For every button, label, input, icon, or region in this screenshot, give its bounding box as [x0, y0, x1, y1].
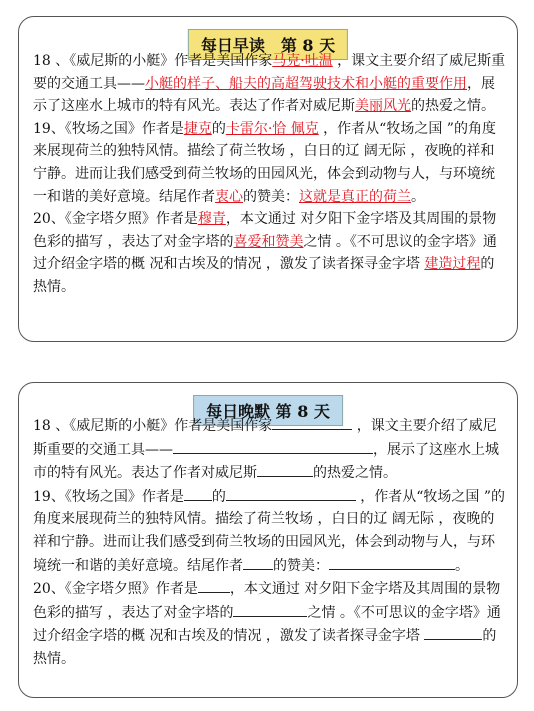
text: 20、《金字塔夕照》作者是 [33, 581, 198, 598]
text: ，展示了这座水上城市的特有风光。表达了作者对威尼斯 [33, 75, 495, 115]
answer-desire: 建造过程 [424, 256, 481, 273]
evening-dictation-title: 每日晚默 第 8 天 [193, 395, 343, 426]
morning-reading-content [33, 50, 507, 299]
answer-praise: 这就是真正的荷兰 [299, 188, 411, 205]
answer-country: 捷克 [183, 120, 212, 137]
evening-dictation-card [18, 382, 518, 698]
text: 的赞美： [243, 188, 299, 205]
blank-detail[interactable] [173, 438, 373, 454]
text: ，本文通过 对夕阳下金字塔及其周围的景物色彩的描写 ，表达了对金字塔的 [33, 581, 501, 621]
text: ，作者从“牧场之国 ”的角度来展现荷兰的独特风情。描绘了荷兰牧场 ，白日的辽 阔无际 ，夜晚的祥和宁静。进而让我们感受到荷兰牧场的田园风光，体会到动物与人，与环境统一和谐的美好意境。结尾作者 [33, 120, 496, 205]
text: ，课文主要介绍了威尼斯重要的交通工具—— [33, 53, 506, 92]
answer-detail: 小艇的样子、船夫的高超驾驶技术和小艇的重要作用 [145, 75, 467, 92]
blank-desire[interactable] [424, 624, 482, 640]
text: 20、《金字塔夕照》作者是 [33, 211, 198, 228]
text: 的热情。 [33, 628, 497, 667]
question-20-answer [33, 208, 507, 298]
text: 之情 。《不可思议的金字塔》通过介绍金字塔的概 况和古埃及的情况 ，激发了读者探寻金字塔 [33, 233, 497, 273]
text: 的热爱之情。 [411, 98, 495, 115]
text: 18 、《威尼斯的小艇》作者是美国作家 [33, 418, 273, 434]
blank-country[interactable] [184, 485, 212, 501]
blank-feeling[interactable] [243, 554, 273, 570]
text: ，展示了这座水上城市的特有风光。表达了作者对威尼斯 [33, 441, 499, 482]
question-20 [33, 577, 507, 670]
text: 19、《牧场之国》作者是 [33, 120, 184, 137]
blank-scenery[interactable] [257, 461, 313, 477]
evening-dictation-content [33, 414, 507, 671]
answer-scenery: 美丽风光 [355, 98, 411, 115]
blank-author[interactable] [226, 485, 356, 501]
text: 的 [211, 488, 226, 505]
answer-author: 马克·吐温 [272, 53, 333, 69]
blank-feeling[interactable] [233, 601, 307, 617]
question-19-answer [33, 118, 507, 208]
answer-author: 穆青 [197, 211, 226, 228]
text: 。 [411, 188, 425, 205]
text: ，课文主要介绍了威尼斯重要的交通工具—— [33, 418, 497, 458]
answer-author: 卡雷尔·恰 佩克 [225, 120, 319, 137]
question-18-answer [33, 50, 507, 118]
text: 之情 。《不可思议的金字塔》通过介绍金字塔的概 况和古埃及的情况 ，激发了读者探寻金字塔 [33, 604, 501, 645]
question-18 [33, 414, 507, 485]
text: ，本文通过 对夕阳下金字塔及其周围的景物色彩的描写 ，表达了对金字塔的 [33, 211, 497, 250]
question-19 [33, 485, 507, 577]
text: 的热情。 [33, 256, 495, 295]
blank-author[interactable] [272, 414, 352, 430]
text: ，作者从“牧场之国 ”的角度来展现荷兰的独特风情。描绘了荷兰牧场 ，白日的辽 阔无际 ，夜晚的祥和宁静。进而让我们感受到荷兰牧场的田园风光，体会到动物与人，与环境统一和谐的美好意境。结尾作者 [33, 488, 506, 574]
morning-reading-title: 每日早读 第 8 天 [188, 29, 348, 60]
text: 18 、《威尼斯的小艇》作者是美国作家 [33, 53, 273, 69]
text: 的热爱之情。 [313, 465, 397, 482]
answer-feeling: 衷心 [215, 188, 243, 205]
text: 。 [455, 557, 469, 574]
text: 的 [211, 120, 226, 137]
answer-feeling: 喜爱和赞美 [233, 233, 304, 250]
text: 19、《牧场之国》作者是 [33, 488, 184, 505]
morning-reading-card [18, 16, 518, 342]
blank-praise[interactable] [329, 554, 455, 570]
blank-author[interactable] [198, 577, 230, 593]
text: 的赞美： [273, 557, 329, 574]
